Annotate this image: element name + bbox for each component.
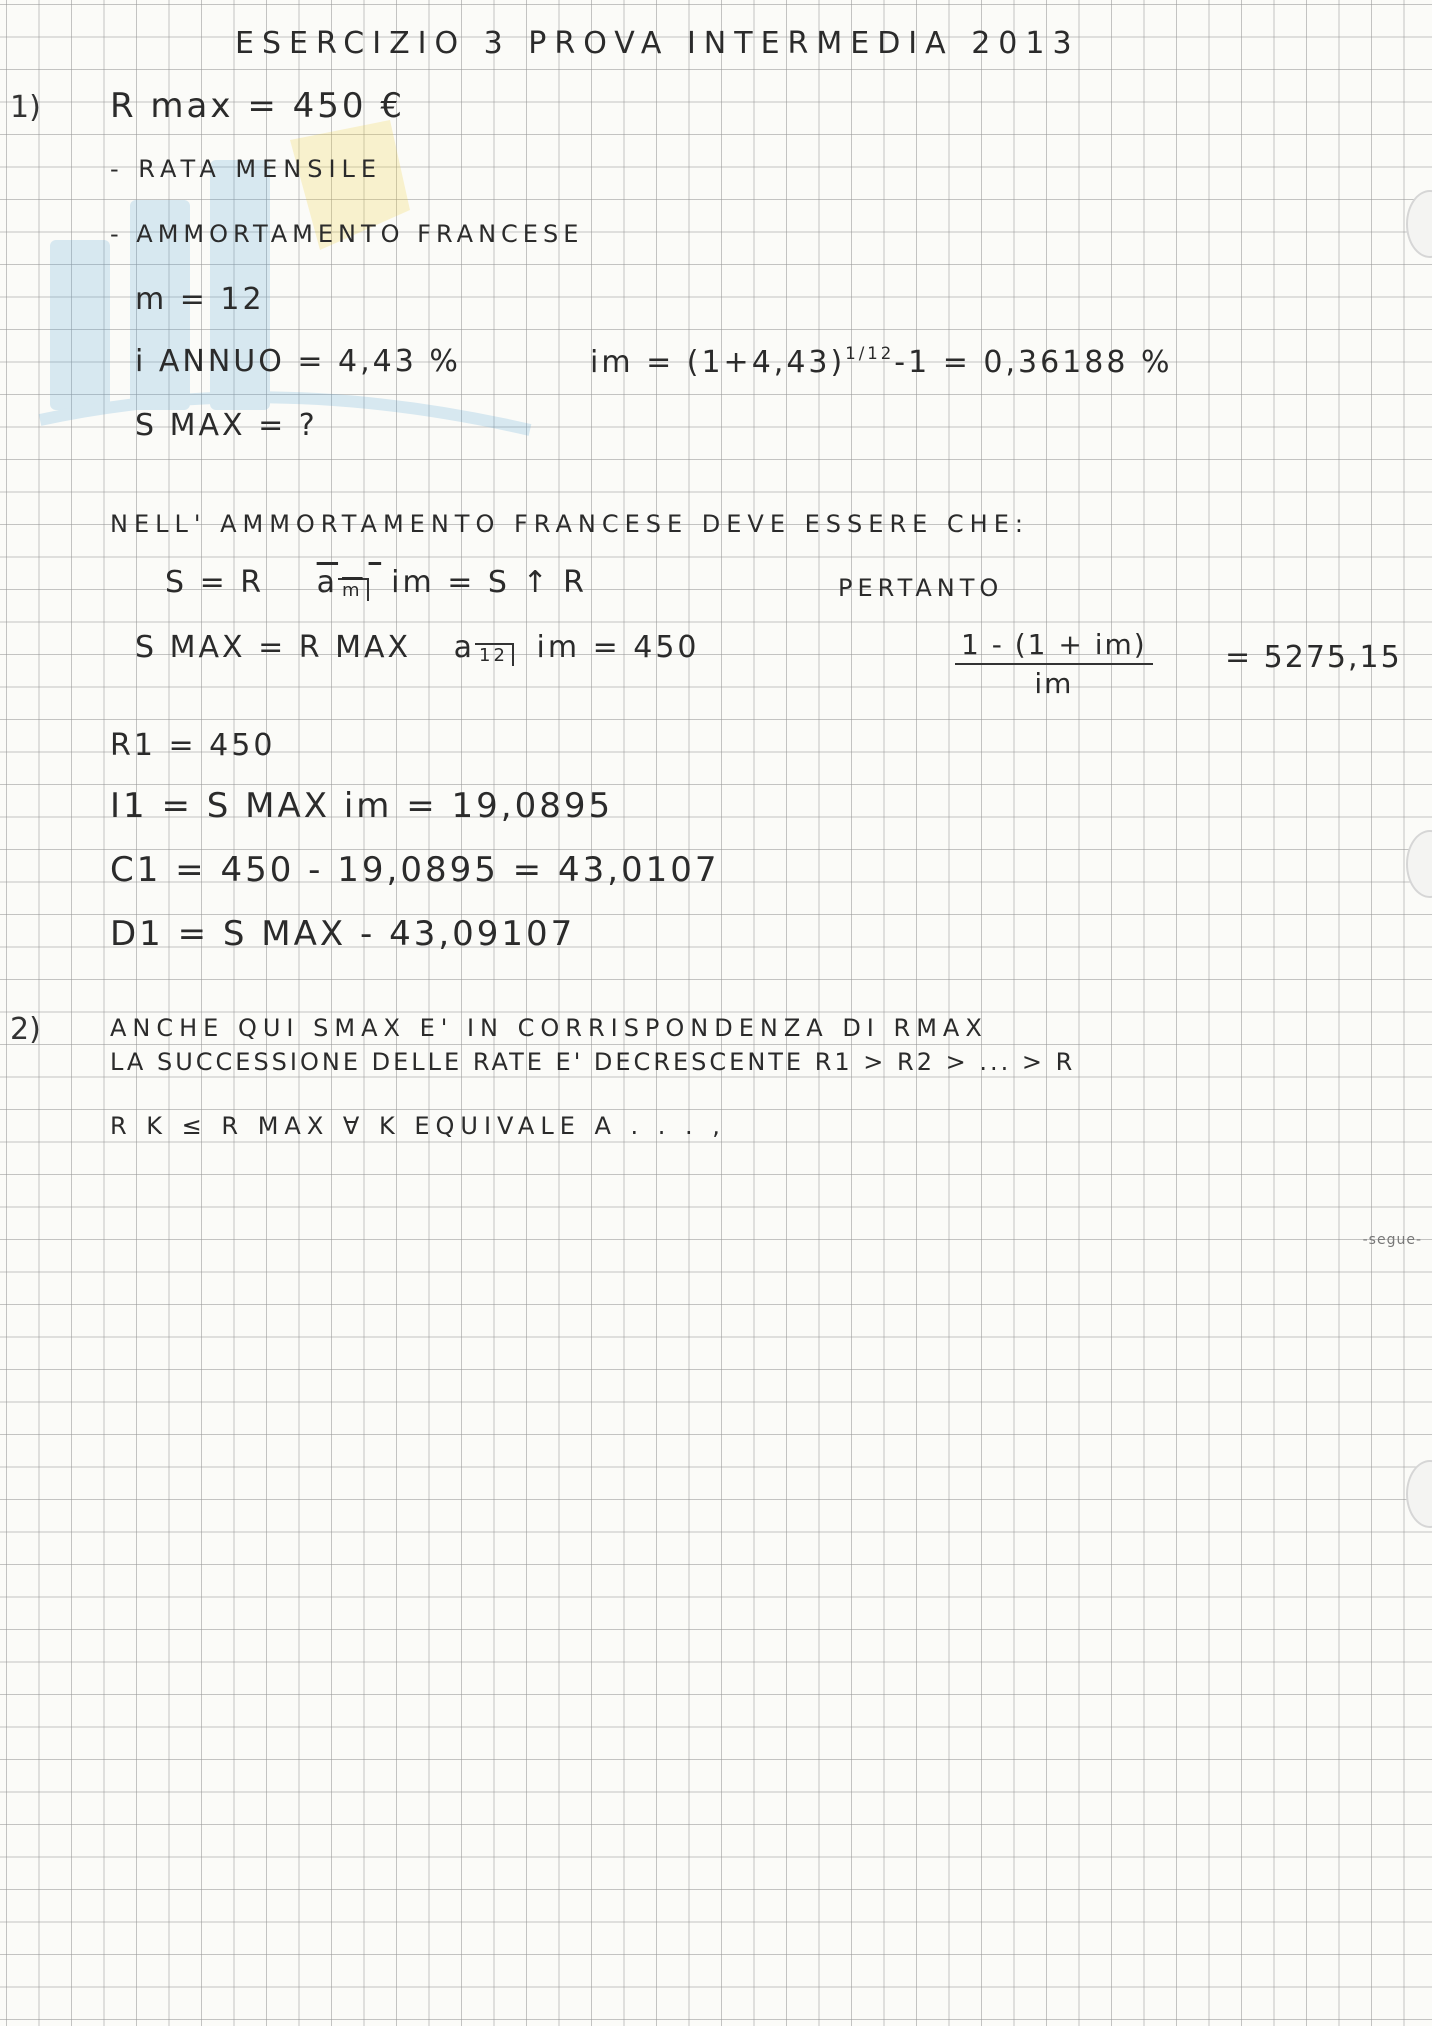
i-annuo-line: i ANNUO = 4,43 % xyxy=(135,344,461,379)
binder-hole-bottom xyxy=(1406,1460,1432,1528)
fraction-numerator: 1 - (1 + im) xyxy=(955,628,1153,665)
smax-question-line: S MAX = ? xyxy=(135,408,318,443)
rk-line: R K ≤ R MAX ∀ K EQUIVALE A . . . , xyxy=(110,1112,726,1140)
smax-result: = 5275,15 xyxy=(1225,640,1402,675)
smax-equation-line xyxy=(135,630,700,666)
c1-line: C1 = 450 - 19,0895 = 43,0107 xyxy=(110,850,720,890)
successione-line: LA SUCCESSIONE DELLE RATE E' DECRESCENTE R1 > R2 > ... > R xyxy=(110,1048,1076,1076)
section-2-number: 2) xyxy=(10,1012,41,1047)
binder-hole-middle xyxy=(1406,830,1432,898)
margin-note: -segue- xyxy=(1362,1232,1422,1248)
fraction-denominator: im xyxy=(1034,667,1074,700)
nell-ammortamento-line: NELL' AMMORTAMENTO FRANCESE DEVE ESSERE CHE: xyxy=(110,510,1029,538)
im-right: -1 = 0,36188 % xyxy=(894,345,1173,381)
section-1-number: 1) xyxy=(10,90,41,125)
anche-qui-line: ANCHE QUI SMAX E' IN CORRISPONDENZA DI RMAX xyxy=(110,1014,988,1042)
s-equals-r-line xyxy=(165,565,587,601)
im-formula-line xyxy=(590,344,1173,380)
im-exponent: 1/12 xyxy=(845,344,895,363)
page-title: ESERCIZIO 3 PROVA INTERMEDIA 2013 xyxy=(235,26,1080,61)
smax-eq-left: S MAX = R MAX xyxy=(135,630,412,665)
smax-eq-mid: im = 450 xyxy=(536,630,700,665)
r1-line: R1 = 450 xyxy=(110,728,276,763)
pertanto-label: PERTANTO xyxy=(838,574,1004,602)
annuity-symbol-12: a $_{12}$ xyxy=(454,630,527,665)
ammortamento-line: - AMMORTAMENTO FRANCESE xyxy=(110,220,584,248)
rmax-line: R max = 450 € xyxy=(110,86,405,126)
annuity-fraction xyxy=(955,628,1153,700)
im-left: im = (1+4,43) xyxy=(590,345,846,381)
s-eq-mid: im = S ↑ R xyxy=(391,565,588,600)
s-eq-left: S = R xyxy=(165,565,265,600)
rata-mensile-line: - RATA MENSILE xyxy=(110,155,383,183)
annuity-symbol-m: a $_m$ xyxy=(317,565,381,600)
m-line: m = 12 xyxy=(135,282,265,317)
binder-hole-top xyxy=(1406,190,1432,258)
i1-line: I1 = S MAX im = 19,0895 xyxy=(110,786,614,826)
d1-line: D1 = S MAX - 43,09107 xyxy=(110,914,576,954)
